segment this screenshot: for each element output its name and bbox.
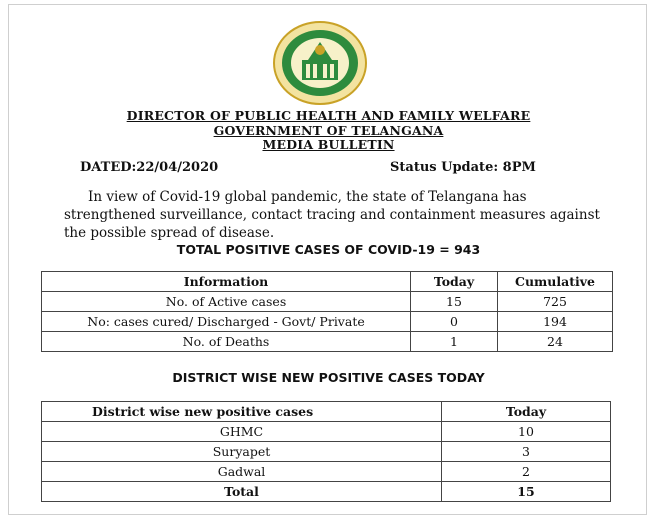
table-total-row bbox=[42, 482, 611, 502]
telangana-government-emblem-icon bbox=[272, 20, 368, 106]
table-cell: 0 bbox=[411, 312, 498, 332]
district-table bbox=[41, 401, 611, 502]
government-heading: GOVERNMENT OF TELANGANA bbox=[213, 123, 444, 138]
column-header: Today bbox=[411, 272, 498, 292]
table-header-row bbox=[42, 272, 613, 292]
table-row bbox=[42, 442, 611, 462]
table-cell: No. of Active cases bbox=[42, 292, 411, 312]
district-heading: DISTRICT WISE NEW POSITIVE CASES TODAY bbox=[172, 370, 485, 385]
table-cell: No: cases cured/ Discharged - Govt/ Private bbox=[42, 312, 411, 332]
bulletin-date: DATED:22/04/2020 bbox=[80, 160, 219, 175]
table-cell: 2 bbox=[442, 462, 611, 482]
summary-table bbox=[41, 271, 613, 352]
bulletin-heading: MEDIA BULLETIN bbox=[262, 137, 395, 152]
table-row bbox=[42, 462, 611, 482]
table-cell: 3 bbox=[442, 442, 611, 462]
column-header: Today bbox=[442, 402, 611, 422]
table-row bbox=[42, 422, 611, 442]
table-cell: GHMC bbox=[42, 422, 442, 442]
table-cell: No. of Deaths bbox=[42, 332, 411, 352]
table-cell: 24 bbox=[498, 332, 613, 352]
table-header-row bbox=[42, 402, 611, 422]
table-cell: 725 bbox=[498, 292, 613, 312]
table-cell: 15 bbox=[442, 482, 611, 502]
table-row bbox=[42, 292, 613, 312]
table-cell: 1 bbox=[411, 332, 498, 352]
table-cell: Gadwal bbox=[42, 462, 442, 482]
table-cell: Total bbox=[42, 482, 442, 502]
column-header: Cumulative bbox=[498, 272, 613, 292]
table-row bbox=[42, 312, 613, 332]
table-cell: Suryapet bbox=[42, 442, 442, 462]
table-cell: 194 bbox=[498, 312, 613, 332]
status-update: Status Update: 8PM bbox=[390, 160, 536, 175]
department-heading: DIRECTOR OF PUBLIC HEALTH AND FAMILY WELFARE bbox=[126, 108, 531, 123]
table-cell: 10 bbox=[442, 422, 611, 442]
total-positive-heading: TOTAL POSITIVE CASES OF COVID-19 = 943 bbox=[176, 242, 481, 257]
table-cell: 15 bbox=[411, 292, 498, 312]
column-header: District wise new positive cases bbox=[42, 402, 442, 422]
column-header: Information bbox=[42, 272, 411, 292]
intro-paragraph: In view of Covid-19 global pandemic, the state of Telangana has strengthened surveillance, contact tracing and containment measures against the possible spread of disease. bbox=[64, 189, 600, 241]
table-row bbox=[42, 332, 613, 352]
